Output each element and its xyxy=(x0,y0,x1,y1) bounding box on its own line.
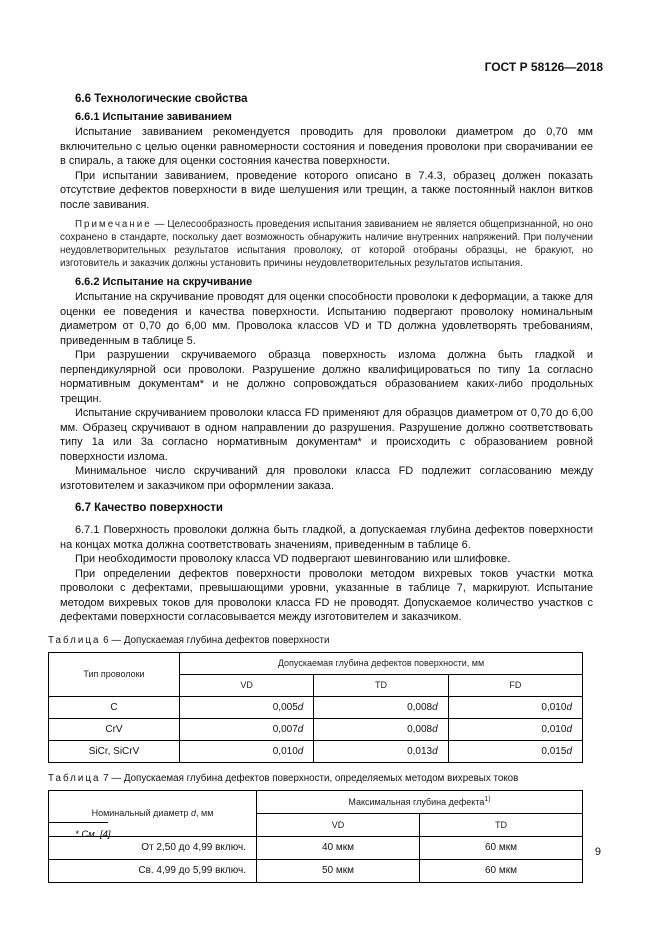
column-header-type: Тип проволоки xyxy=(49,652,180,696)
cell-range: От 2,50 до 4,99 включ. xyxy=(49,836,257,859)
column-header-diameter: Номинальный диаметр d, мм xyxy=(49,790,257,836)
cell-value: 0,007d xyxy=(180,718,314,740)
paragraph: Испытание завиванием рекомендуется проводить для проволоки диаметром до 0,70 мм включительно с целью оценки равномерности состояния и поведения проволоки при сворачивании ее в спираль, а также для оценки состояния качества поверхности. xyxy=(60,126,593,167)
column-header-vd: VD xyxy=(180,674,314,696)
cell-type: CrV xyxy=(49,718,180,740)
table-7-caption: Таблица 7 — Допускаемая глубина дефектов поверхности, определяемых методом вихревых токов xyxy=(48,772,519,784)
paragraph: При определении дефектов поверхности проволоки методом вихревых токов участки мотка проволоки с дефектами, превышающими уровни, указанные в таблице 7, маркируют. Испытание методом вихревых токов для проволоки класса FD не проводят. Допускаемое количество участков с дефектами поверхности согласовывается между изготовителем и заказчиком. xyxy=(60,567,593,623)
paragraph: При необходимости проволоку класса VD подвергают шевингованию или шлифовке. xyxy=(75,553,511,565)
section-6-6-1-title: 6.6.1 Испытание завиванием xyxy=(75,111,232,123)
note-text: — Целесообразность проведения испытания завиванием не является общепризнанной, но оно сохранено в стандарте, поскольку дает возможность обнаружить наличие внутренних напряжений. При получении неудовлетворительных результатов испытания проволоку, от которой отобраны образцы, не бракуют, но изготовитель и заказчик должны установить причины неудовлетворительных результатов испытания. xyxy=(60,219,593,269)
document-id: ГОСТ Р 58126—2018 xyxy=(484,60,603,74)
cell-range: Св. 4,99 до 5,99 включ. xyxy=(49,859,257,882)
table-6-caption: Таблица 6 — Допускаемая глубина дефектов поверхности xyxy=(48,634,330,646)
table-row xyxy=(49,718,583,740)
table-row xyxy=(49,836,583,859)
column-group-header: Максимальная глубина дефекта$^{1)}$ xyxy=(257,790,583,813)
cell-value: 0,010d xyxy=(180,740,314,762)
note xyxy=(60,218,593,270)
column-header-td: TD xyxy=(314,674,448,696)
footnote: * См. [4]. xyxy=(75,829,114,840)
cell-value: 40 мкм xyxy=(257,836,420,859)
cell-value: 60 мкм xyxy=(420,836,583,859)
cell-type: SiCr, SiCrV xyxy=(49,740,180,762)
table-row xyxy=(49,696,583,718)
page-content xyxy=(48,90,593,883)
cell-value: 0,008d xyxy=(314,696,448,718)
cell-value: 0,015d xyxy=(448,740,582,762)
page-number: 9 xyxy=(594,846,601,858)
cell-type: C xyxy=(49,696,180,718)
section-6-6-title: 6.6 Технологические свойства xyxy=(75,93,248,105)
column-group-header: Допускаемая глубина дефектов поверхности, мм xyxy=(180,652,583,674)
paragraph: При испытании завиванием, проведение которого описано в 7.4.3, образец должен показать отсутствие дефектов поверхности в виде шелушения или трещин, а также постоянный наклон витков после завивания. xyxy=(60,169,593,211)
table-7 xyxy=(48,790,583,883)
section-6-7-title: 6.7 Качество поверхности xyxy=(75,502,224,514)
cell-value: 0,008d xyxy=(314,718,448,740)
cell-value: 0,013d xyxy=(314,740,448,762)
section-6-6-2-title: 6.6.2 Испытание на скручивание xyxy=(75,276,253,288)
cell-value: 60 мкм xyxy=(420,859,583,882)
paragraph: 6.7.1 Поверхность проволоки должна быть гладкой, а допускаемая глубина дефектов поверхности на концах мотка должна соответствовать значениям, приведенным в таблице 6. xyxy=(60,524,593,551)
cell-value: 0,010d xyxy=(448,696,582,718)
column-header-td: TD xyxy=(420,813,583,836)
table-row xyxy=(49,859,583,882)
cell-value: 50 мкм xyxy=(257,859,420,882)
paragraph: При разрушении скручиваемого образца поверхность излома должна быть гладкой и перпендикулярной оси проволоки. Разрушение должно квалифицироваться по типу 1а согласно нормативным документам* и не должно сопровождаться образованием каких-либо продольных трещин. xyxy=(60,349,593,405)
footnote-divider xyxy=(48,822,108,823)
note-label: Примечание xyxy=(75,219,152,230)
cell-value: 0,005d xyxy=(180,696,314,718)
cell-value: 0,010d xyxy=(448,718,582,740)
table-row xyxy=(49,740,583,762)
column-header-vd: VD xyxy=(257,813,420,836)
paragraph: Испытание скручиванием проволоки класса FD применяют для образцов диаметром от 0,70 до 6,00 мм. Образец скручивают в одном направлении до разрушения. Разрушение должно соответствовать типу 1а или 3а согласно нормативным документам* и происходить с образованием ровной поверхности излома. xyxy=(60,407,593,463)
paragraph: Минимальное число скручиваний для проволоки класса FD подлежит согласованию между изготовителем и заказчиком при оформлении заказа. xyxy=(60,465,593,492)
table-6 xyxy=(48,652,583,763)
column-header-fd: FD xyxy=(448,674,582,696)
paragraph: Испытание на скручивание проводят для оценки способности проволоки к деформации, а также для оценки ее поведения и качества поверхности. Испытанию подвергают проволоку номинальным диаметром от 0,70 до 6,00 мм. Проволока классов VD и TD должна удовлетворять требованиям, приведенным в таблице 5. xyxy=(60,291,593,347)
